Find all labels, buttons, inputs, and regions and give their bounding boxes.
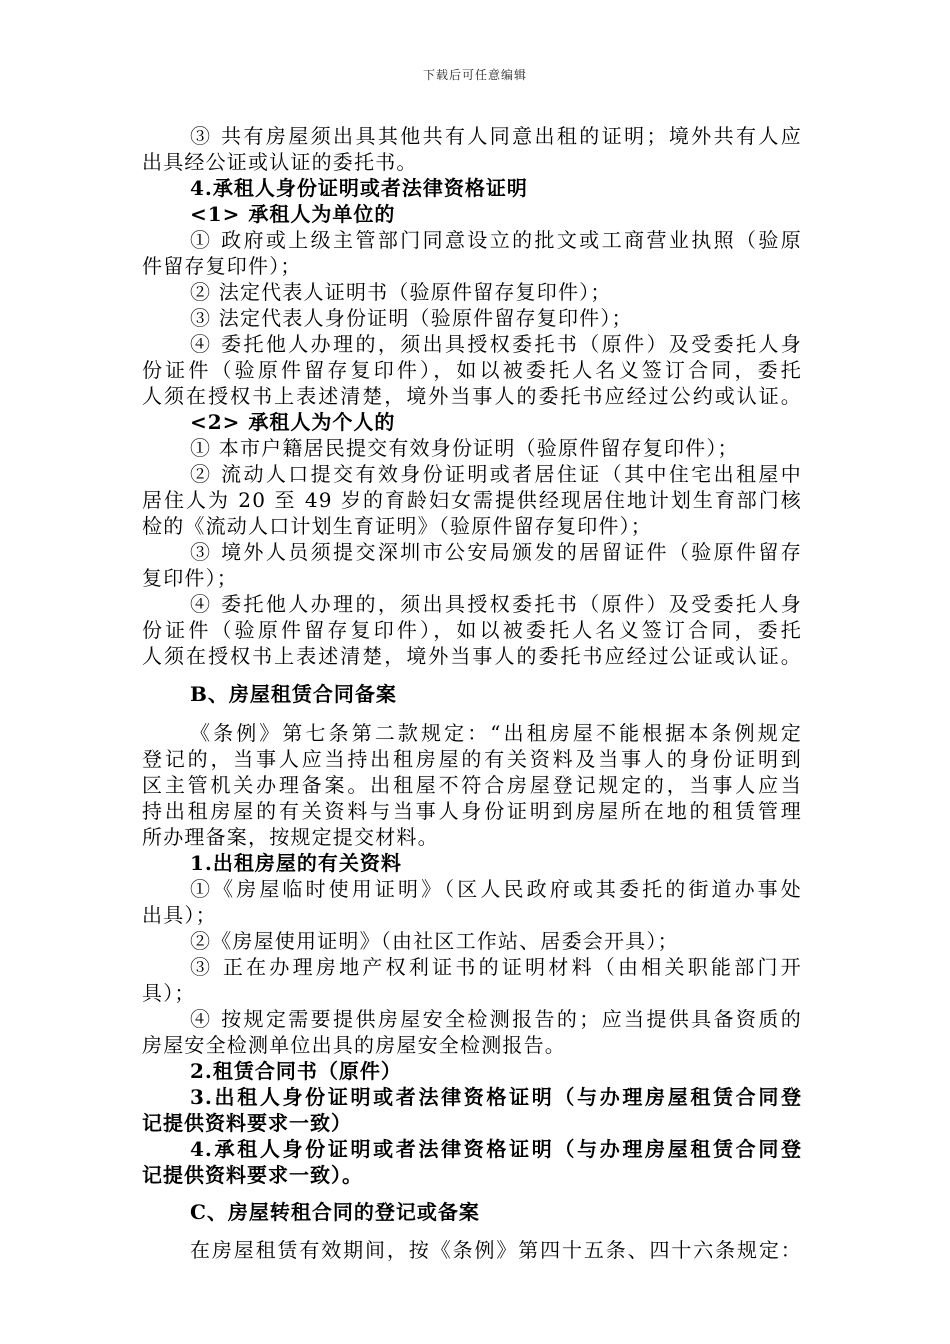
text-line: ③ 法定代表人身份证明（验原件留存复印件）；	[190, 306, 633, 330]
text-line: 区主管机关办理备案。出租屋不符合房屋登记规定的，当事人应当	[142, 773, 802, 797]
text-line: 在房屋租赁有效期间，按《条例》第四十五条、四十六条规定：	[190, 1238, 802, 1262]
section-heading: 2.租赁合同书（原件）	[190, 1059, 402, 1083]
section-heading: C、房屋转租合同的登记或备案	[190, 1200, 480, 1224]
text-line: 件留存复印件）；	[142, 254, 302, 278]
text-line: 房屋安全检测单位出具的房屋安全检测报告。	[142, 1033, 566, 1057]
text-line: 登记的，当事人应当持出租房屋的有关资料及当事人的身份证明到	[142, 747, 802, 771]
text-line: ③ 正在办理房地产权利证书的证明材料（由相关职能部门开	[190, 955, 802, 979]
text-line: ② 法定代表人证明书（验原件留存复印件）；	[190, 280, 612, 304]
text-line: 出具）；	[142, 903, 217, 927]
text-line: ③ 境外人员须提交深圳市公安局颁发的居留证件（验原件留存	[190, 540, 802, 564]
text-line: 份证件（验原件留存复印件），如以被委托人名义签订合同，委托	[142, 618, 802, 642]
text-line: ② 流动人口提交有效身份证明或者居住证（其中住宅出租屋中	[190, 462, 802, 486]
text-line: 《条例》第七条第二款规定：“出租房屋不能根据本条例规定	[190, 721, 802, 745]
text-line: ① 本市户籍居民提交有效身份证明（验原件留存复印件）；	[190, 436, 739, 460]
subsection-heading: <2> 承租人为个人的	[190, 410, 396, 434]
text-line: 检的《流动人口计划生育证明》（验原件留存复印件）；	[142, 514, 652, 538]
section-heading: 3.出租人身份证明或者法律资格证明（与办理房屋租赁合同登	[190, 1085, 802, 1109]
text-line: ④ 委托他人办理的，须出具授权委托书（原件）及受委托人身	[190, 332, 802, 356]
section-heading: 记提供资料要求一致）。	[142, 1163, 363, 1187]
text-line: 具）；	[142, 981, 196, 1005]
section-heading: B、房屋租赁合同备案	[190, 682, 397, 706]
text-line: 份证件（验原件留存复印件），如以被委托人名义签订合同，委托	[142, 358, 802, 382]
text-line: ②《房屋使用证明》（由社区工作站、居委会开具）；	[190, 929, 679, 953]
text-line: 出具经公证或认证的委托书。	[142, 150, 418, 174]
subsection-heading: <1> 承租人为单位的	[190, 202, 396, 226]
section-heading: 4.承租人身份证明或者法律资格证明	[190, 176, 528, 200]
section-heading: 4.承租人身份证明或者法律资格证明（与办理房屋租赁合同登	[190, 1137, 802, 1161]
text-line: 居住人为 20 至 49 岁的育龄妇女需提供经现居住地计划生育部门核	[142, 488, 802, 512]
text-line: 人须在授权书上表述清楚，境外当事人的委托书应经过公约或认证。	[142, 384, 802, 408]
text-line: ①《房屋临时使用证明》（区人民政府或其委托的街道办事处	[190, 877, 802, 901]
text-line: 持出租房屋的有关资料与当事人身份证明到房屋所在地的租赁管理	[142, 799, 802, 823]
section-heading: 1.出租房屋的有关资料	[190, 851, 402, 875]
text-line: 复印件）；	[142, 566, 238, 590]
text-line: 所办理备案，按规定提交材料。	[142, 825, 439, 849]
text-line: ③ 共有房屋须出具其他共有人同意出租的证明；境外共有人应	[190, 124, 802, 148]
text-line: ① 政府或上级主管部门同意设立的批文或工商营业执照（验原	[190, 228, 802, 252]
text-line: ④ 委托他人办理的，须出具授权委托书（原件）及受委托人身	[190, 592, 802, 616]
text-line: ④ 按规定需要提供房屋安全检测报告的；应当提供具备资质的	[190, 1007, 802, 1031]
text-line: 人须在授权书上表述清楚，境外当事人的委托书应经过公证或认证。	[142, 644, 802, 668]
page-header: 下载后可任意编辑	[422, 68, 527, 82]
section-heading: 记提供资料要求一致）	[142, 1111, 352, 1135]
